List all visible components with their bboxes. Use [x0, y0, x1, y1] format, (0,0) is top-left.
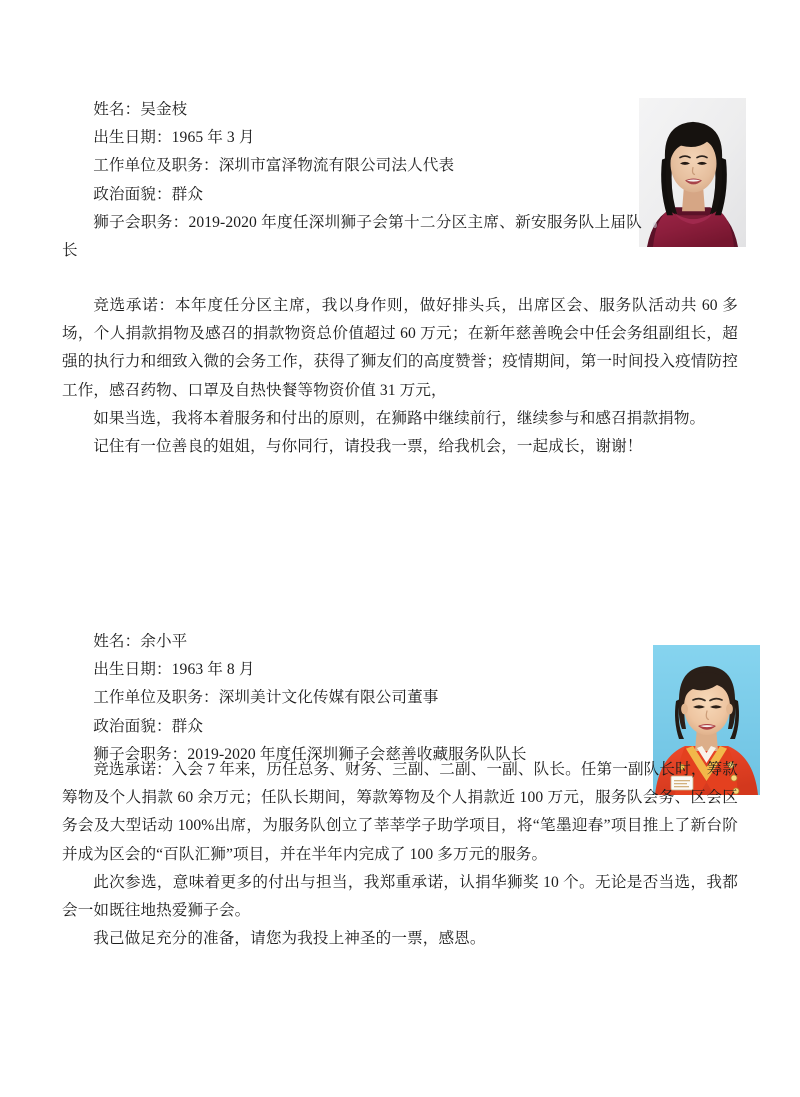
info-line-birthdate: 出生日期：1965 年 3 月: [93, 129, 255, 147]
info-line-lions-role: 狮子会职务：2019-2020 年度任深圳狮子会慈善收藏服务队队长: [93, 745, 527, 763]
statement-paragraph-pledge: 竞选承诺：本年度任分区主席，我以身作则，做好排头兵，出席区会、服务队活动共 60 多场，个人捐款捐物及感召的捐款物资总价值超过 60 万元；在新年慈善晚会中任会务组副组长，超强的执行力和细致入微的会务工作，获得了狮友们的高度赞誉；疫情期间，第一时间投入疫情防控工作，感召药物、口罩及自热快餐等物资价值 31 万元，: [62, 297, 738, 399]
candidate-info-lines: [62, 628, 642, 769]
statement-paragraph-closing: 我己做足充分的准备，请您为我投上神圣的一票，感恩。: [93, 930, 486, 948]
info-line-political: 政治面貌：群众: [93, 185, 204, 203]
info-line-employer: 工作单位及职务：深圳市富泽物流有限公司法人代表: [93, 157, 455, 175]
portrait-photo-1: [639, 98, 746, 247]
info-line-lions-role: 狮子会职务：2019-2020 年度任深圳狮子会第十二分区主席、新安服务队上届队长: [62, 213, 642, 260]
statement-paragraph-election: 此次参选，意味着更多的付出与担当，我郑重承诺，认捐华狮奖 10 个。无论是否当选，我都会一如既往地热爱狮子会。: [62, 873, 738, 920]
statement-paragraph-ifelected: 如果当选，我将本着服务和付出的原则，在狮路中继续前行，继续参与和感召捐款捐物。: [93, 409, 706, 427]
info-line-name: 姓名：吴金枝: [93, 101, 188, 118]
info-line-political: 政治面貌：群众: [93, 717, 204, 735]
statement-paragraph-pledge: 竞选承诺：入会 7 年来，历任总务、财务、三副、二副、一副、队长。任第一副队长时，筹款筹物及个人捐款 60 余万元；任队长期间，筹款筹物及个人捐款近 100 万元，服务队会务、区会区务会及大型话动 100%出席，为服务队创立了莘莘学子助学项目，将“笔墨迎春”项目推上了新台阶并成为区会的“百队汇狮”项目，并在半年内完成了 100 多万元的服务。: [62, 761, 738, 863]
candidate-statement: [62, 756, 738, 953]
candidate-info-lines: [62, 96, 642, 265]
candidate-photo: [639, 98, 746, 247]
statement-paragraph-closing: 记住有一位善良的姐姐，与你同行，请投我一票，给我机会，一起成长，谢谢！: [93, 438, 643, 456]
info-line-birthdate: 出生日期：1963 年 8 月: [93, 661, 255, 679]
info-line-employer: 工作单位及职务：深圳美计文化传媒有限公司董事: [93, 689, 439, 707]
candidate-statement: [62, 292, 738, 461]
info-line-name: 姓名：余小平: [93, 633, 188, 650]
